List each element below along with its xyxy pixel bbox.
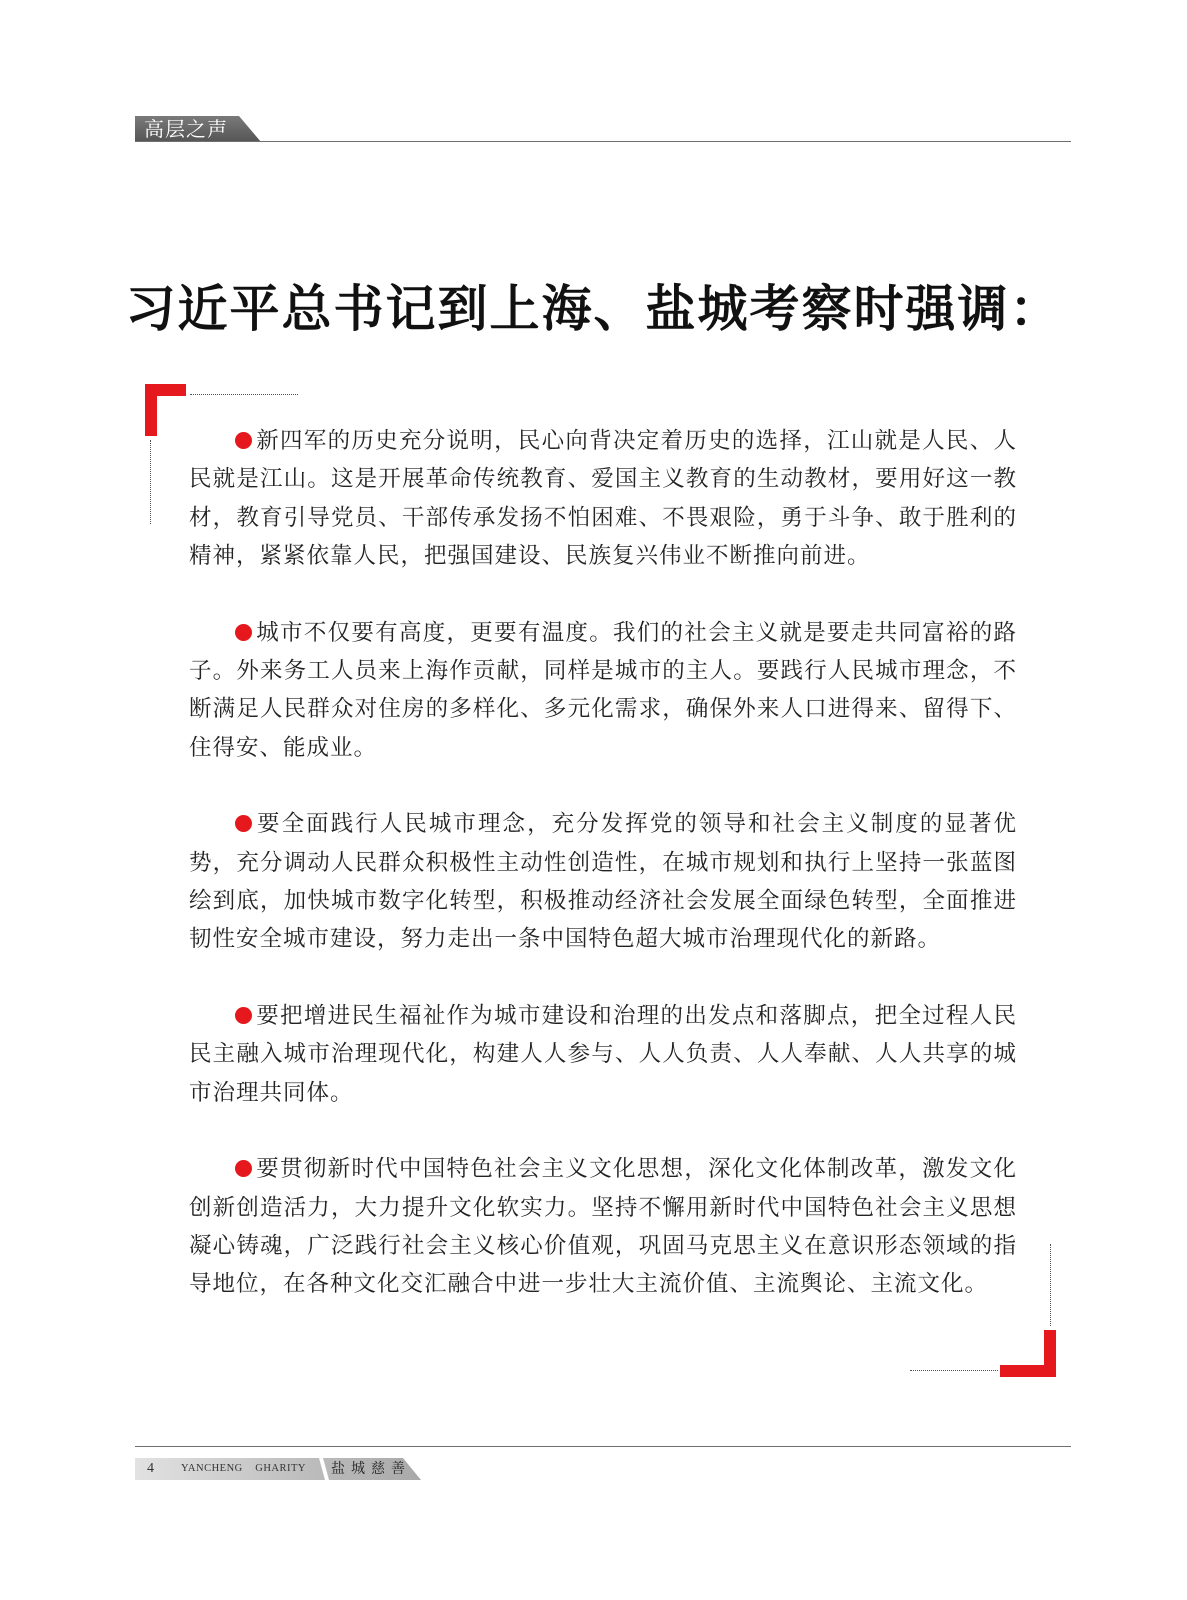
article-body: [189, 422, 1017, 1342]
article-paragraph: [189, 1150, 1017, 1304]
red-dot-bullet-icon: [235, 624, 252, 641]
page-title: 习近平总书记到上海、盐城考察时强调：: [125, 278, 1062, 338]
paragraph-text: 要贯彻新时代中国特色社会主义文化思想，深化文化体制改革，激发文化创新创造活力，大力提升文化软实力。坚持不懈用新时代中国特色社会主义思想凝心铸魂，广泛践行社会主义核心价值观，巩固马克思主义在意识形态领域的指导地位，在各种文化交汇融合中进一步壮大主流价值、主流舆论、主流文化。: [189, 1156, 1017, 1298]
article-paragraph: [189, 422, 1017, 576]
red-dot-bullet-icon: [235, 432, 252, 449]
top-left-dotted-line: [190, 394, 298, 395]
paragraph-text: 新四军的历史充分说明，民心向背决定着历史的选择，江山就是人民、人民就是江山。这是开展革命传统教育、爱国主义教育的生动教材，要用好这一教材，教育引导党员、干部传承发扬不怕困难、不畏艰险，勇于斗争、敢于胜利的精神，紧紧依靠人民，把强国建设、民族复兴伟业不断推向前进。: [189, 428, 1017, 570]
magazine-name-chinese: 盐城慈善: [331, 1461, 411, 1477]
top-left-corner-bracket-vertical: [145, 384, 157, 436]
bottom-right-corner-bracket-vertical: [1044, 1330, 1056, 1377]
page-number: 4: [147, 1461, 154, 1476]
red-dot-bullet-icon: [235, 815, 252, 832]
paragraph-text: 要全面践行人民城市理念，充分发挥党的领导和社会主义制度的显著优势，充分调动人民群众积极性主动性创造性，在城市规划和执行上坚持一张蓝图绘到底，加快城市数字化转型，积极推动经济社会发展全面绿色转型，全面推进韧性安全城市建设，努力走出一条中国特色超大城市治理现代化的新路。: [189, 811, 1017, 953]
footer-rule: [135, 1446, 1071, 1447]
magazine-name-english: YANCHENG GHARITY: [181, 1463, 306, 1474]
section-label: 高层之声: [144, 117, 228, 141]
paragraph-text: 城市不仅要有高度，更要有温度。我们的社会主义就是要走共同富裕的路子。外来务工人员来上海作贡献，同样是城市的主人。要践行人民城市理念，不断满足人民群众对住房的多样化、多元化需求，确保外来人口进得来、留得下、住得安、能成业。: [189, 619, 1017, 761]
top-left-dotted-line-vertical: [150, 440, 151, 524]
header-rule: [135, 141, 1071, 142]
red-dot-bullet-icon: [235, 1160, 252, 1177]
article-paragraph: [189, 614, 1017, 768]
bottom-right-dotted-line: [910, 1370, 998, 1371]
article-paragraph: [189, 805, 1017, 959]
bottom-right-dotted-line-vertical: [1050, 1244, 1051, 1326]
paragraph-text: 要把增进民生福祉作为城市建设和治理的出发点和落脚点，把全过程人民民主融入城市治理现代化，构建人人参与、人人负责、人人奉献、人人共享的城市治理共同体。: [189, 1002, 1017, 1106]
footer-bar: [135, 1458, 421, 1480]
article-paragraph: [189, 997, 1017, 1112]
red-dot-bullet-icon: [235, 1007, 252, 1024]
